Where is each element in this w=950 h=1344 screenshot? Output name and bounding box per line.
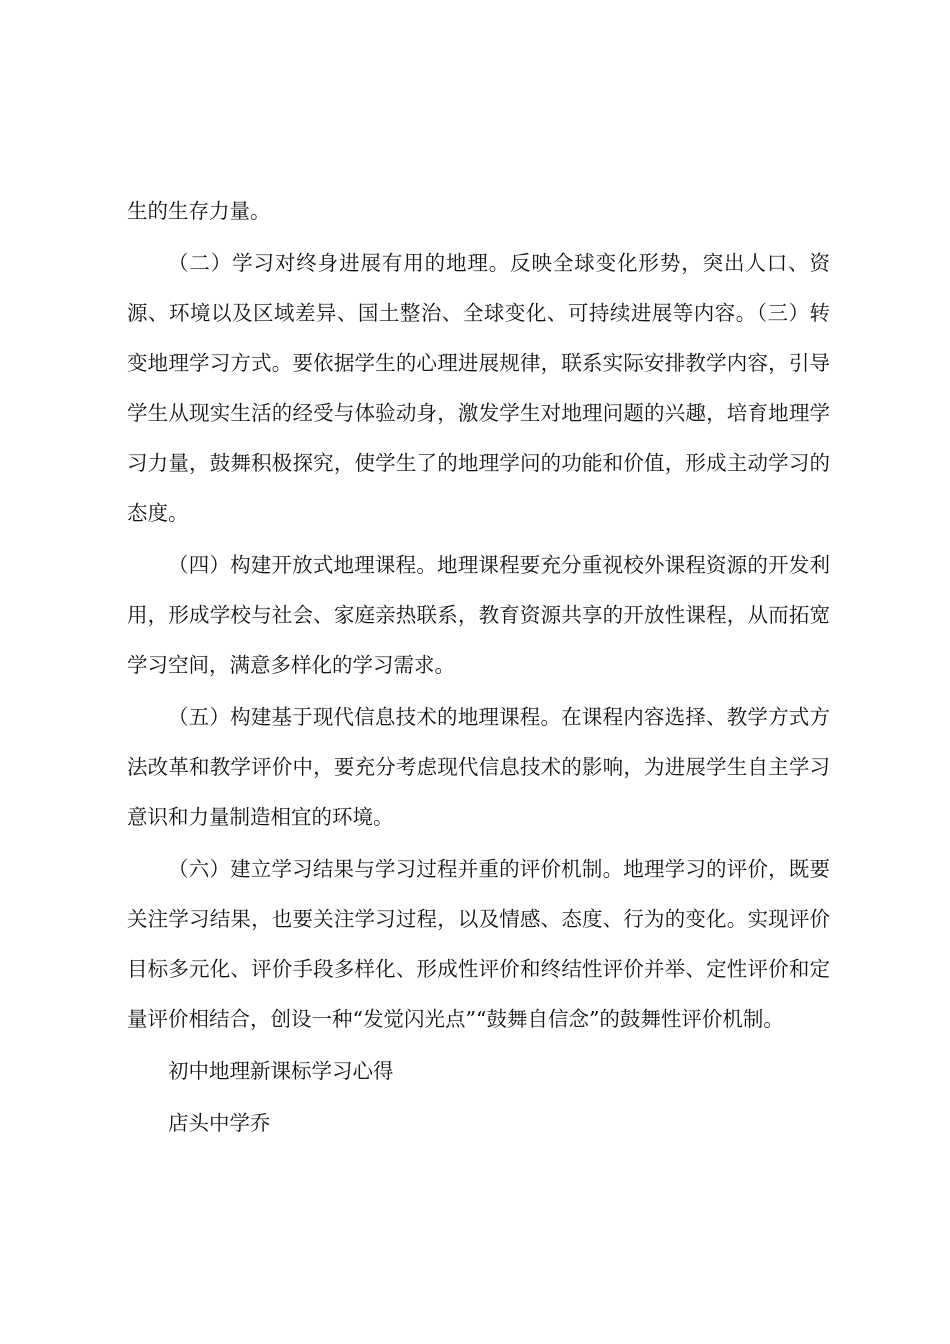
document-body [127, 186, 830, 1148]
paragraph-section-two-three: （二）学习对终身进展有用的地理。反映全球变化形势，突出人口、资源、环境以及区域差异、国土整治、全球变化、可持续进展等内容。（三）转变地理学习方式。要依据学生的心理进展规律，联系实际安排教学内容，引导学生从现实生活的经受与体验动身，激发学生对地理问题的兴趣，培育地理学习力量，鼓舞积极探究，使学生了的地理学问的功能和价值，形成主动学习的态度。 [127, 251, 830, 525]
paragraph-continuation: 生的生存力量。 [127, 199, 271, 223]
document-author: 店头中学乔 [168, 1111, 271, 1135]
paragraph-section-four: （四）构建开放式地理课程。地理课程要充分重视校外课程资源的开发利用，形成学校与社会、家庭亲热联系，教育资源共享的开放性课程，从而拓宽学习空间，满意多样化的学习需求。 [127, 553, 830, 677]
paragraph-section-six: （六）建立学习结果与学习过程并重的评价机制。地理学习的评价，既要关注学习结果，也要关注学习过程，以及情感、态度、行为的变化。实现评价目标多元化、评价手段多样化、形成性评价和终结性评价并举、定性评价和定量评价相结合，创设一种“发觉闪光点”“鼓舞自信念”的鼓舞性评价机制。 [127, 857, 830, 1031]
paragraph-section-five: （五）构建基于现代信息技术的地理课程。在课程内容选择、教学方式方法改革和教学评价中，要充分考虑现代信息技术的影响，为进展学生自主学习意识和力量制造相宜的环境。 [127, 705, 830, 829]
document-title: 初中地理新课标学习心得 [168, 1059, 394, 1083]
